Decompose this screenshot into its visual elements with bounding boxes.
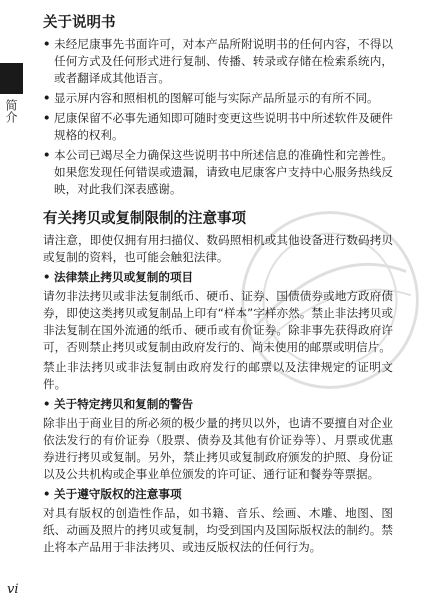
subheading-copyright-notice: • 关于遵守版权的注意事项	[43, 486, 393, 503]
heading-about-manual: 关于说明书	[43, 15, 116, 31]
list-item: • 显示屏内容和照相机的图解可能与实际产品所显示的有所不同。	[43, 90, 393, 107]
manual-page-content	[43, 13, 393, 559]
subheading-specific-copy-warning: • 关于特定拷贝和复制的警告	[43, 396, 393, 413]
list-item: • 本公司已竭尽全力确保这些说明书中所述信息的准确性和完善性。如果您发现任何错误或遗漏，请致电尼康客户支持中心服务热线反映，对此我们深表感谢。	[43, 147, 393, 198]
heading-copy-restrictions: 有关拷贝或复制限制的注意事项	[43, 211, 246, 227]
page-number: vi	[7, 582, 19, 597]
section-tab-marker	[0, 63, 23, 94]
list-item: • 未经尼康事先书面许可，对本产品所附说明书的任何内容，不得以任何方式及任何形式进行复制、传播、转录或存储在检索系统内，或者翻译成其他语言。	[43, 36, 393, 87]
paragraph: 请勿非法拷贝或非法复制纸币、硬币、证券、国债债券或地方政府债券，即使这类拷贝或复制品上印有“样本”字样亦然。禁止非法拷贝或非法复制在国外流通的纸币、硬币或有价证券。除非事先获得政府许可，否则禁止拷贝或复制由政府发行的、尚未使用的邮票或明信片。	[43, 289, 393, 354]
list-item: • 尼康保留不必事先通知即可随时变更这些说明书中所述软件及硬件规格的权利。	[43, 110, 393, 144]
paragraph: 除非出于商业目的所必须的极少量的拷贝以外，也请不要擅自对企业依法发行的有价证券（股票、债券及其他有价证券等）、月票或优惠券进行拷贝或复制。另外，禁止拷贝或复制政府颁发的护照、身份证以及公共机构或企事业单位颁发的许可证、通行证和餐券等票据。	[43, 416, 393, 481]
copy-restrictions-intro: 请注意，即使仅拥有用扫描仪、数码照相机或其他设备进行数码拷贝或复制的资料，也可能会触犯法律。	[43, 233, 393, 264]
section-tab-label: 简介	[4, 99, 18, 123]
subheading-prohibited-items: • 法律禁止拷贝或复制的项目	[43, 269, 393, 286]
paragraph: 对具有版权的创造性作品，如书籍、音乐、绘画、木雕、地图、图纸、动画及照片的拷贝或复制，均受到国内及国际版权法的制约。禁止将本产品用于非法拷贝、或违反版权法的任何行为。	[43, 506, 393, 554]
about-manual-list	[43, 36, 393, 198]
paragraph: 禁止非法拷贝或非法复制由政府发行的邮票以及法律规定的证明文件。	[43, 360, 393, 391]
